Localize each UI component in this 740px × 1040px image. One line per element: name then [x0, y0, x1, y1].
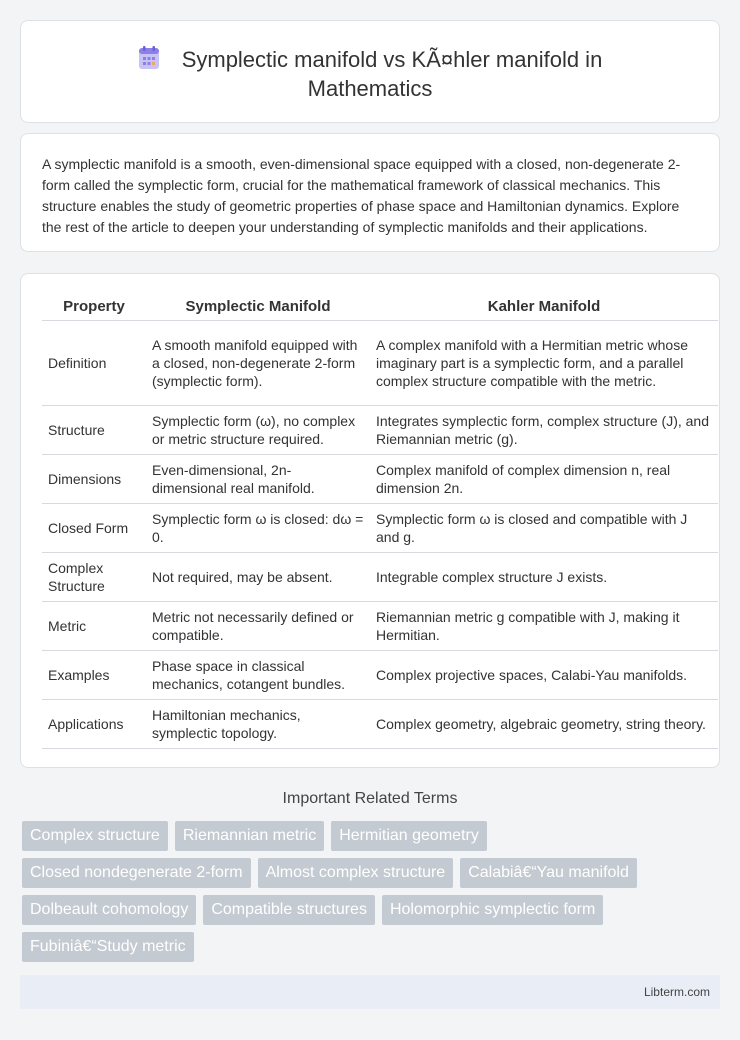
- symplectic-cell: Phase space in classical mechanics, cotangent bundles.: [146, 650, 370, 699]
- page-title: [21, 45, 719, 103]
- comparison-table: [42, 294, 718, 749]
- header-property: Property: [42, 294, 146, 320]
- document-icon: [138, 46, 160, 70]
- comparison-table-card: [20, 273, 720, 768]
- kahler-cell: A complex manifold with a Hermitian metric whose imaginary part is a symplectic form, and a parallel complex structure compatible with the metric.: [370, 320, 718, 405]
- footer-site-link[interactable]: Libterm.com: [643, 985, 710, 999]
- row-label: Applications: [42, 699, 146, 748]
- table-row: [42, 601, 718, 650]
- kahler-cell: Complex manifold of complex dimension n, real dimension 2n.: [370, 454, 718, 503]
- table-row: [42, 699, 718, 748]
- symplectic-cell: A smooth manifold equipped with a closed, non-degenerate 2-form (symplectic form).: [146, 320, 370, 405]
- title-line-2: Mathematics: [307, 76, 433, 101]
- row-label: Structure: [42, 405, 146, 454]
- kahler-cell: Riemannian metric g compatible with J, making it Hermitian.: [370, 601, 718, 650]
- row-label: Metric: [42, 601, 146, 650]
- symplectic-cell: Symplectic form (ω), no complex or metric structure required.: [146, 405, 370, 454]
- related-term-tag[interactable]: Calabiâ€“Yau manifold: [460, 858, 637, 888]
- intro-card: [20, 133, 720, 252]
- row-label: Examples: [42, 650, 146, 699]
- table-row: [42, 650, 718, 699]
- intro-paragraph: A symplectic manifold is a smooth, even-dimensional space equipped with a closed, non-degenerate 2-form called the symplectic form, crucial for the mathematical framework of classical mechanics. This structure enables the study of geometric properties of phase space and Hamiltonian dynamics. Explore the rest of the article to deepen your understanding of symplectic manifolds and their applications.: [42, 156, 681, 235]
- footer: [20, 975, 720, 1009]
- symplectic-cell: Even-dimensional, 2n-dimensional real manifold.: [146, 454, 370, 503]
- related-term-tag[interactable]: Fubiniâ€“Study metric: [22, 932, 194, 962]
- table-row: [42, 454, 718, 503]
- header-kahler: Kahler Manifold: [370, 294, 718, 320]
- kahler-cell: Integrable complex structure J exists.: [370, 552, 718, 601]
- related-term-tag[interactable]: Hermitian geometry: [331, 821, 487, 851]
- symplectic-cell: Metric not necessarily defined or compatible.: [146, 601, 370, 650]
- title-card: [20, 20, 720, 123]
- header-symplectic: Symplectic Manifold: [146, 294, 370, 320]
- table-row: [42, 405, 718, 454]
- related-term-tag[interactable]: Closed nondegenerate 2-form: [22, 858, 251, 888]
- related-terms-heading: Important Related Terms: [282, 790, 458, 807]
- title-line-1: Symplectic manifold vs KÃ¤hler manifold in: [181, 47, 603, 72]
- row-label: Definition: [42, 320, 146, 405]
- related-term-tag[interactable]: Riemannian metric: [175, 821, 324, 851]
- row-label: Closed Form: [42, 503, 146, 552]
- symplectic-cell: Symplectic form ω is closed: dω = 0.: [146, 503, 370, 552]
- related-term-tag[interactable]: Dolbeault cohomology: [22, 895, 196, 925]
- related-term-tag[interactable]: Almost complex structure: [258, 858, 454, 888]
- related-term-tag[interactable]: Complex structure: [22, 821, 168, 851]
- related-terms-list: [22, 821, 702, 969]
- symplectic-cell: Not required, may be absent.: [146, 552, 370, 601]
- related-term-tag[interactable]: Compatible structures: [203, 895, 375, 925]
- table-row: [42, 320, 718, 405]
- symplectic-cell: Hamiltonian mechanics, symplectic topology.: [146, 699, 370, 748]
- row-label: Complex Structure: [42, 552, 146, 601]
- kahler-cell: Complex geometry, algebraic geometry, string theory.: [370, 699, 718, 748]
- kahler-cell: Integrates symplectic form, complex structure (J), and Riemannian metric (g).: [370, 405, 718, 454]
- kahler-cell: Symplectic form ω is closed and compatible with J and g.: [370, 503, 718, 552]
- table-row: [42, 503, 718, 552]
- table-row: [42, 552, 718, 601]
- table-header-row: [42, 294, 718, 320]
- kahler-cell: Complex projective spaces, Calabi-Yau manifolds.: [370, 650, 718, 699]
- row-label: Dimensions: [42, 454, 146, 503]
- related-term-tag[interactable]: Holomorphic symplectic form: [382, 895, 603, 925]
